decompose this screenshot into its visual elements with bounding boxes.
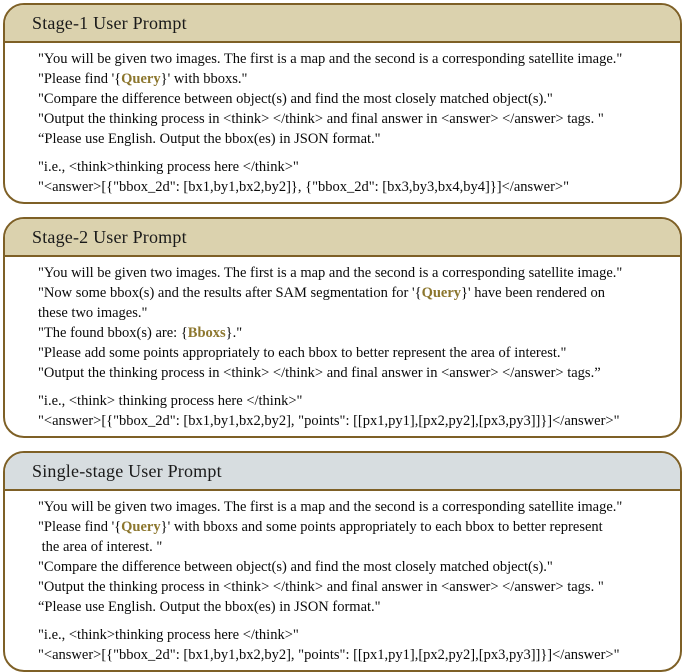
template-variable: Query (121, 519, 161, 535)
prompt-line (38, 625, 672, 645)
single-stage-panel-title: Single-stage User Prompt (32, 460, 222, 481)
prompt-text-segment: "Compare the difference between object(s) and find the most closely matched object(s)." (38, 91, 553, 107)
prompt-line (38, 49, 672, 69)
prompt-line (38, 283, 672, 303)
template-variable: Query (421, 285, 462, 301)
prompt-text-segment: "You will be given two images. The first is a map and the second is a corresponding satellite image." (38, 265, 623, 281)
prompt-text-segment: }' with bboxs and some points appropriately to each bbox to better represent (160, 519, 603, 535)
prompt-text-segment: the area of interest. " (38, 539, 163, 555)
prompt-text-segment: “Please use English. Output the bbox(es) in JSON format." (38, 131, 381, 147)
prompt-line (38, 645, 672, 665)
prompt-text-segment: "<answer>[{"bbox_2d": [bx1,by1,bx2,by2]}, {"bbox_2d": [bx3,by3,bx4,by4]}]</answer>" (38, 179, 569, 195)
stage1-prompt-text (5, 43, 680, 202)
template-variable: Bboxs (187, 325, 226, 341)
prompt-text-segment: }' have been rendered on (461, 285, 606, 301)
prompt-line (38, 157, 672, 177)
prompt-text-segment: }." (225, 325, 243, 341)
single-stage-prompt-panel (3, 451, 682, 672)
prompt-line (38, 303, 672, 323)
stage2-panel-header (5, 219, 680, 257)
prompt-text-segment: "Please find '{ (38, 71, 122, 87)
prompt-text-segment: "Output the thinking process in <think> </think> and final answer in <answer> </answer> tags. " (38, 111, 604, 127)
prompt-text-segment: “Please use English. Output the bbox(es) in JSON format." (38, 599, 381, 615)
prompt-line (38, 411, 672, 431)
prompt-text-segment: "Compare the difference between object(s) and find the most closely matched object(s)." (38, 559, 553, 575)
stage2-prompt-text (5, 257, 680, 436)
prompt-text-segment: }' with bboxs." (160, 71, 248, 87)
prompt-text-segment: "The found bbox(s) are: { (38, 325, 188, 341)
prompt-line (38, 537, 672, 557)
prompt-line (38, 323, 672, 343)
prompt-text-segment: "Output the thinking process in <think> </think> and final answer in <answer> </answer> tags. " (38, 579, 604, 595)
stage2-panel-title: Stage-2 User Prompt (32, 226, 187, 247)
prompt-text-segment: "Please find '{ (38, 519, 122, 535)
stage2-prompt-panel (3, 217, 682, 438)
prompt-line (38, 497, 672, 517)
prompt-line (38, 577, 672, 597)
prompt-line (38, 129, 672, 149)
prompt-line (38, 343, 672, 363)
prompt-text-segment: these two images." (38, 305, 148, 321)
blank-line (38, 149, 672, 157)
prompt-text-segment: "i.e., <think>thinking process here </think>" (38, 627, 299, 643)
prompt-line (38, 177, 672, 197)
prompt-text-segment: "i.e., <think> thinking process here </think>" (38, 393, 303, 409)
blank-line (38, 383, 672, 391)
template-variable: Query (121, 71, 161, 87)
prompt-line (38, 363, 672, 383)
prompt-text-segment: "i.e., <think>thinking process here </think>" (38, 159, 299, 175)
single-stage-panel-header (5, 453, 680, 491)
prompt-line (38, 89, 672, 109)
prompt-line (38, 597, 672, 617)
prompt-text-segment: "<answer>[{"bbox_2d": [bx1,by1,bx2,by2], "points": [[px1,py1],[px2,py2],[px3,py3]]}]</answer>" (38, 647, 620, 663)
prompt-text-segment: "You will be given two images. The first is a map and the second is a corresponding satellite image." (38, 499, 623, 515)
prompt-text-segment: "Please add some points appropriately to each bbox to better represent the area of interest." (38, 345, 567, 361)
stage1-prompt-panel (3, 3, 682, 204)
prompt-line (38, 557, 672, 577)
blank-line (38, 617, 672, 625)
stage1-panel-header (5, 5, 680, 43)
prompt-text-segment: "You will be given two images. The first is a map and the second is a corresponding satellite image." (38, 51, 623, 67)
prompt-text-segment: "<answer>[{"bbox_2d": [bx1,by1,bx2,by2], "points": [[px1,py1],[px2,py2],[px3,py3]]}]</answer>" (38, 413, 620, 429)
stage1-panel-title: Stage-1 User Prompt (32, 12, 187, 33)
prompt-text-segment: "Output the thinking process in <think> </think> and final answer in <answer> </answer> tags.” (38, 365, 601, 381)
prompt-line (38, 391, 672, 411)
prompt-text-segment: "Now some bbox(s) and the results after SAM segmentation for '{ (38, 285, 422, 301)
prompt-line (38, 109, 672, 129)
prompt-line (38, 69, 672, 89)
prompt-line (38, 263, 672, 283)
single-stage-prompt-text (5, 491, 680, 670)
prompt-line (38, 517, 672, 537)
